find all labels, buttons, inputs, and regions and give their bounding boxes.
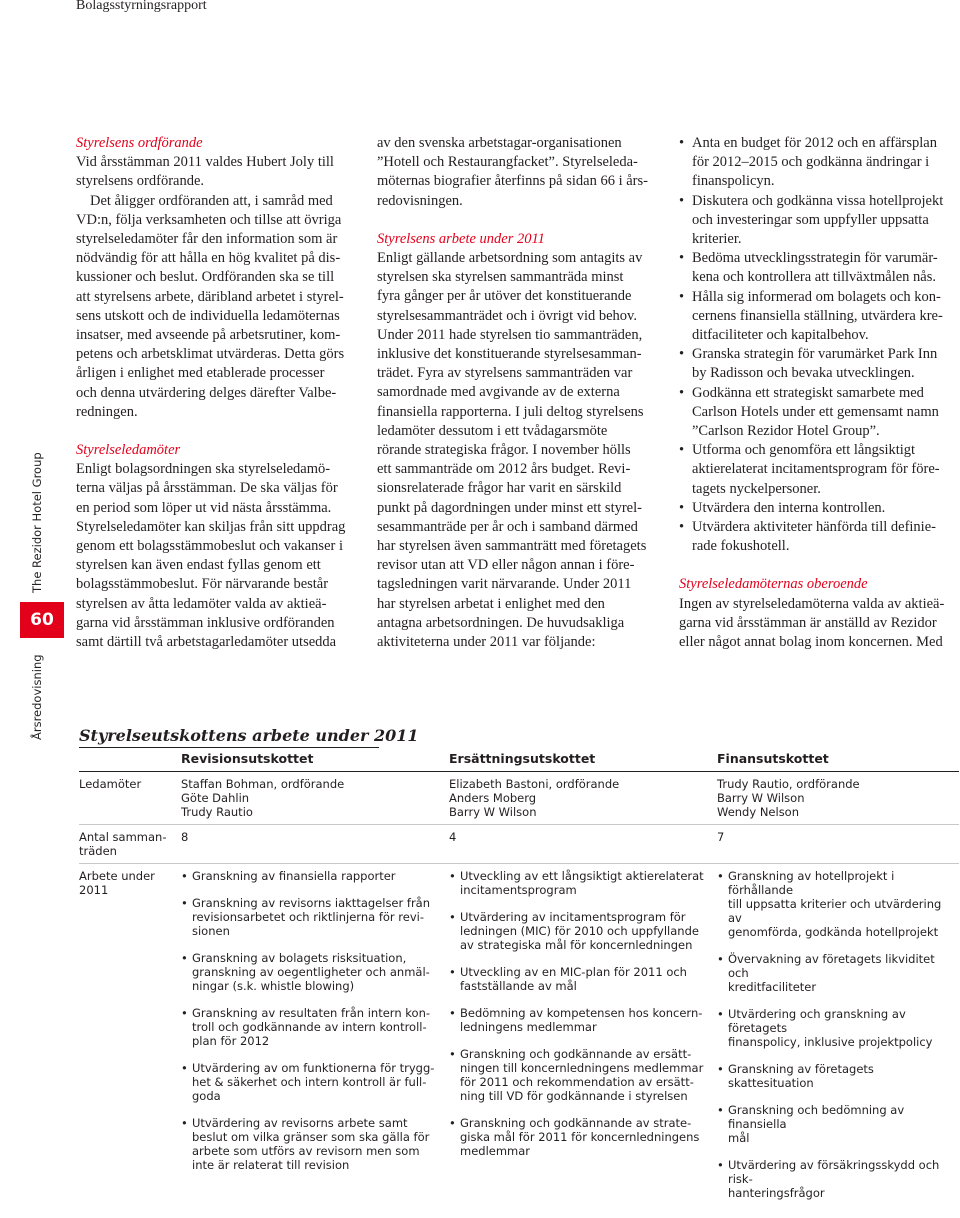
chair-heading: Styrelsens ordförande xyxy=(76,134,348,153)
table-row xyxy=(79,772,959,825)
page-number: 60 xyxy=(20,602,64,638)
audit-work-list xyxy=(181,869,443,1172)
members-paragraph: Enligt bolagsordningen ska styrelseledamö- terna väljas på årsstämman. De ska väljas för en period som löper ut vid nästa årsstämma. Styrelseledamöter kan skiljas från sitt uppdrag genom ett bolagsstämmobeslut och vakanser i styrelsen kan även endast fyllas genom ett bolagsstämmobeslut. För närvarande består styrelsen av åtta ledamöter valda av aktieä- garna vid årsstämman inklusive ordföranden samt därtill två arbetstagarledamöter utsedda xyxy=(76,460,348,652)
row-label-members: Ledamöter xyxy=(79,772,181,825)
list-item: • Utvärdera aktiviteter hänförda till definie- rade fokushotell. xyxy=(679,518,951,556)
text-column-3 xyxy=(679,134,951,652)
audit-members: Staffan Bohman, ordförande Göte Dahlin Trudy Rautio xyxy=(181,772,449,825)
remuneration-meetings-count: 4 xyxy=(449,825,717,864)
list-item: • Hålla sig informerad om bolagets och kon- cernens finansiella ställning, utvärdera kre- ditfaciliteter och kapitalbehov. xyxy=(679,288,951,346)
list-item: • Granskning av resultaten från intern kon- troll och godkännande av intern kontroll- plan för 2012 xyxy=(181,1006,443,1048)
list-item: • Granskning och bedömning av finansiella mål xyxy=(717,1103,953,1145)
table-header-row xyxy=(79,748,959,772)
list-item: • Utvärdering och granskning av företagets finanspolicy, inklusive projektpolicy xyxy=(717,1007,953,1049)
list-item: • Utvärdering av om funktionerna för trygg- het & säkerhet och intern kontroll är full- goda xyxy=(181,1061,443,1103)
chair-paragraph-1: Vid årsstämman 2011 valdes Hubert Joly till styrelsens ordförande. xyxy=(76,153,348,191)
list-item: • Granskning och godkännande av ersätt- ningen till koncernledningens medlemmar för 2011 och rekommendation av ersätt- ning till VD för godkännande i styrelsen xyxy=(449,1047,711,1103)
remuneration-members: Elizabeth Bastoni, ordförande Anders Moberg Barry W Wilson xyxy=(449,772,717,825)
list-item: • Bedömning av kompetensen hos koncern- ledningens medlemmar xyxy=(449,1006,711,1034)
list-item: • Granskning av företagets skattesituation xyxy=(717,1062,953,1090)
finance-meetings-count: 7 xyxy=(717,825,959,864)
list-item: • Granskning av hotellprojekt i förhållande till uppsatta kriterier och utvärdering av genomförda, godkända hotellprojekt xyxy=(717,869,953,939)
text-column-2 xyxy=(377,134,649,652)
chair-paragraph-2: Det åligger ordföranden att, i samråd med VD:n, följa verksamheten och tillse att övriga styrelseledamöter får den information som är nödvändig för att hålla en hög kvalitet på dis- kussioner och beslut. Ordföranden ska se till att styrelsens arbete, däribland arbetet i styrel- sens utskott och de individuella ledamöternas insatser, med avseende på arbetsrutiner, kom- petens och arbetsklimat utvärderas. Detta görs årligen i enlighet med etablerade processer och denna utvärdering delges därefter Valbe- redningen. xyxy=(76,192,348,422)
finance-work-list xyxy=(717,869,953,1200)
list-item: • Bedöma utvecklingsstrategin för varumär- kena och kontrollera att tillväxtmålen nås. xyxy=(679,249,951,287)
list-item: • Godkänna ett strategiskt samarbete med Carlson Hotels under ett gemensamt namn ”Carlson Rezidor Hotel Group”. xyxy=(679,384,951,442)
sidebar-report-label: Årsredovisning xyxy=(30,654,44,740)
list-item: • Granska strategin för varumärket Park Inn by Radisson och bevaka utvecklingen. xyxy=(679,345,951,383)
audit-meetings-count: 8 xyxy=(181,825,449,864)
header-empty-cell xyxy=(79,748,181,772)
list-item: • Diskutera och godkänna vissa hotellprojekt och investeringar som uppfyller uppsatta kriterier. xyxy=(679,192,951,250)
remuneration-work-list xyxy=(449,869,711,1158)
continued-paragraph: av den svenska arbetstagar-organisationen ”Hotell och Restaurangfacket”. Styrelseleda- möternas biografier återfinns på sidan 66 i års- redovisningen. xyxy=(377,134,649,211)
table-row xyxy=(79,864,959,1218)
list-item: • Granskning av finansiella rapporter xyxy=(181,869,443,883)
sidebar-company-name: The Rezidor Hotel Group xyxy=(30,452,44,593)
independence-paragraph: Ingen av styrelseledamöterna valda av aktieä- garna vid årsstämman är anställd av Rezidor eller något annat bolag inom koncernen. Med xyxy=(679,595,951,653)
list-item: • Utveckling av en MIC-plan för 2011 och fastställande av mål xyxy=(449,965,711,993)
board-work-paragraph: Enligt gällande arbetsordning som antagits av styrelsen ska styrelsen sammanträda minst fyra gånger per år utöver det konstituerande styrelsesammanträdet och i övrigt vid behov. Under 2011 hade styrelsen tio sammanträden, inklusive det konstituerande styrelsesamman- trädet. Fyra av styrelsens sammanträden var samordnade med avgivande av de externa finansiella rapporterna. I juli deltog styrelsens ledamöter dessutom i ett tvådagarsmöte rörande strategiska frågor. I november hölls ett sammanträde om 2012 års budget. Revi- sionsrelaterade frågor har varit en särskild punkt på dagordningen under minst ett styrel- sesammanträde per år och i samband därmed har styrelsen även sammanträtt med företagets revisor utan att VD eller någon annan i före- tagsledningen varit närvarande. Under 2011 har styrelsen arbetat i enlighet med den antagna arbetsordningen. De huvudsakliga aktiviteterna under 2011 var följande: xyxy=(377,249,649,652)
list-item: • Utveckling av ett långsiktigt aktierelaterat incitamentsprogram xyxy=(449,869,711,897)
board-work-heading: Styrelsens arbete under 2011 xyxy=(377,230,649,249)
list-item: • Utvärdering av revisorns arbete samt beslut om vilka gränser som ska gälla för arbete som utförs av revisorn men som inte är relaterat till revision xyxy=(181,1116,443,1172)
activities-list xyxy=(679,134,951,556)
independence-heading: Styrelseledamöternas oberoende xyxy=(679,575,951,594)
list-item: • Granskning och godkännande av strate- giska mål för 2011 för koncernledningens medlemmar xyxy=(449,1116,711,1158)
audit-work-cell xyxy=(181,864,449,1218)
header-remuneration-committee: Ersättningsutskottet xyxy=(449,748,717,772)
remuneration-work-cell xyxy=(449,864,717,1218)
table-row xyxy=(79,825,959,864)
list-item: • Utvärdering av försäkringsskydd och risk- hanteringsfrågor xyxy=(717,1158,953,1200)
list-item: • Granskning av bolagets risksituation, granskning av oegentligheter och anmäl- ningar (s.k. whistle blowing) xyxy=(181,951,443,993)
finance-work-cell xyxy=(717,864,959,1218)
committee-table-title: Styrelseutskottens arbete under 2011 xyxy=(79,726,419,745)
header-finance-committee: Finansutskottet xyxy=(717,748,959,772)
list-item: • Utvärdering av incitamentsprogram för ledningen (MIC) för 2010 och uppfyllande av strategiska mål för koncernledningen xyxy=(449,910,711,952)
row-label-meetings: Antal samman- träden xyxy=(79,825,181,864)
list-item: • Utvärdera den interna kontrollen. xyxy=(679,499,951,518)
members-heading: Styrelseledamöter xyxy=(76,441,348,460)
finance-members: Trudy Rautio, ordförande Barry W Wilson Wendy Nelson xyxy=(717,772,959,825)
committee-table xyxy=(79,748,959,1218)
list-item: • Övervakning av företagets likviditet och kreditfaciliteter xyxy=(717,952,953,994)
list-item: • Utforma och genomföra ett långsiktigt aktierelaterat incitamentsprogram för före- tagets nyckelpersoner. xyxy=(679,441,951,499)
running-header: Bolagsstyrningsrapport xyxy=(76,0,207,14)
list-item: • Anta en budget för 2012 och en affärsplan för 2012–2015 och godkänna ändringar i finanspolicyn. xyxy=(679,134,951,192)
list-item: • Granskning av revisorns iakttagelser från revisionsarbetet och riktlinjerna för revi- sionen xyxy=(181,896,443,938)
sidebar xyxy=(22,450,62,750)
text-column-1 xyxy=(76,134,348,652)
row-label-work: Arbete under 2011 xyxy=(79,864,181,1218)
header-audit-committee: Revisionsutskottet xyxy=(181,748,449,772)
